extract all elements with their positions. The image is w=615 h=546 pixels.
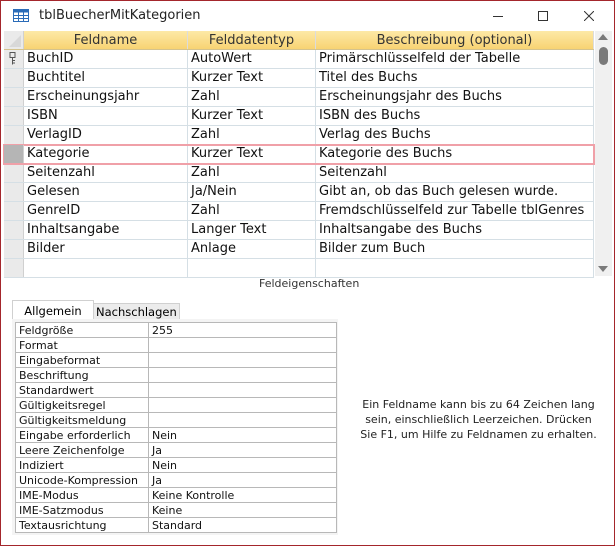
- field-description-cell[interactable]: Fremdschlüsselfeld zur Tabelle tblGenres: [316, 202, 594, 220]
- close-button[interactable]: [566, 1, 612, 31]
- field-description-cell[interactable]: Verlag des Buchs: [316, 126, 594, 144]
- property-row: [16, 428, 337, 443]
- property-value[interactable]: 255: [149, 323, 337, 338]
- field-name-cell[interactable]: ISBN: [24, 107, 188, 125]
- field-description-cell[interactable]: [316, 259, 594, 277]
- help-text: Ein Feldname kann bis zu 64 Zeichen lang sein, einschließlich Leerzeichen. Drücken Sie F1, um Hilfe zu Feldnamen zu erhalten.: [360, 398, 597, 441]
- table-row[interactable]: [4, 69, 594, 88]
- property-value[interactable]: Keine Kontrolle: [149, 488, 337, 503]
- column-header-felddatentyp: Felddatentyp: [188, 31, 316, 49]
- tab-allgemein[interactable]: Allgemein: [12, 300, 94, 320]
- property-label: Gültigkeitsregel: [16, 398, 149, 413]
- row-selector-current[interactable]: [4, 145, 24, 163]
- property-value[interactable]: [149, 398, 337, 413]
- close-icon: [584, 11, 594, 21]
- field-type-cell[interactable]: Zahl: [188, 202, 316, 220]
- property-value[interactable]: Standard: [149, 518, 337, 533]
- field-description-cell[interactable]: Erscheinungsjahr des Buchs: [316, 88, 594, 106]
- field-design-grid: [4, 31, 594, 278]
- row-selector[interactable]: [4, 259, 24, 277]
- property-label: Indiziert: [16, 458, 149, 473]
- row-selector[interactable]: [4, 88, 24, 106]
- primary-key-icon: [9, 52, 17, 65]
- table-row[interactable]: [4, 221, 594, 240]
- table-row[interactable]: [4, 202, 594, 221]
- property-label: Eingabe erforderlich: [16, 428, 149, 443]
- property-row: [16, 398, 337, 413]
- field-type-cell[interactable]: Zahl: [188, 88, 316, 106]
- minimize-button[interactable]: [475, 1, 521, 31]
- table-row[interactable]: [4, 50, 594, 69]
- properties-tabs: [12, 300, 180, 320]
- field-type-cell[interactable]: Kurzer Text: [188, 69, 316, 87]
- table-row[interactable]: [4, 126, 594, 145]
- select-all-corner[interactable]: [4, 31, 24, 49]
- field-type-cell[interactable]: AutoWert: [188, 50, 316, 68]
- maximize-icon: [538, 11, 548, 21]
- row-selector[interactable]: [4, 240, 24, 258]
- window-title: tblBuecherMitKategorien: [39, 8, 201, 23]
- scrollbar-thumb[interactable]: [599, 47, 608, 65]
- scroll-down-arrow-icon[interactable]: [598, 266, 608, 272]
- row-selector[interactable]: [4, 183, 24, 201]
- scroll-up-arrow-icon[interactable]: [598, 34, 608, 40]
- row-selector[interactable]: [4, 202, 24, 220]
- property-row: [16, 458, 337, 473]
- row-selector[interactable]: [4, 164, 24, 182]
- grid-header: [4, 31, 594, 50]
- property-label: Unicode-Kompression: [16, 473, 149, 488]
- column-header-beschreibung: Beschreibung (optional): [316, 31, 594, 49]
- property-label: Beschriftung: [16, 368, 149, 383]
- property-value[interactable]: [149, 368, 337, 383]
- field-type-cell[interactable]: Zahl: [188, 126, 316, 144]
- property-label: Format: [16, 338, 149, 353]
- field-description-cell[interactable]: ISBN des Buchs: [316, 107, 594, 125]
- property-label: IME-Satzmodus: [16, 503, 149, 518]
- property-value[interactable]: [149, 413, 337, 428]
- table-icon: [13, 9, 29, 22]
- property-row: [16, 488, 337, 503]
- property-value[interactable]: Ja: [149, 443, 337, 458]
- property-row: [16, 443, 337, 458]
- field-name-cell[interactable]: Gelesen: [24, 183, 188, 201]
- table-row[interactable]: [4, 107, 594, 126]
- field-properties-panel: [12, 319, 338, 535]
- column-header-feldname: Feldname: [24, 31, 188, 49]
- field-name-cell[interactable]: BuchID: [24, 50, 188, 68]
- tab-nachschlagen[interactable]: Nachschlagen: [94, 303, 180, 320]
- field-type-cell[interactable]: Kurzer Text: [188, 145, 316, 163]
- field-type-cell[interactable]: Anlage: [188, 240, 316, 258]
- property-value[interactable]: [149, 353, 337, 368]
- property-row: [16, 383, 337, 398]
- property-value[interactable]: Ja: [149, 473, 337, 488]
- row-selector[interactable]: [4, 107, 24, 125]
- field-description-cell[interactable]: Titel des Buchs: [316, 69, 594, 87]
- field-type-cell[interactable]: Kurzer Text: [188, 107, 316, 125]
- table-row-selected[interactable]: [4, 145, 594, 164]
- property-label: Eingabeformat: [16, 353, 149, 368]
- field-type-cell[interactable]: Langer Text: [188, 221, 316, 239]
- field-name-cell[interactable]: Inhaltsangabe: [24, 221, 188, 239]
- row-selector[interactable]: [4, 50, 24, 68]
- property-label: IME-Modus: [16, 488, 149, 503]
- property-row: [16, 413, 337, 428]
- field-type-cell[interactable]: Zahl: [188, 164, 316, 182]
- field-name-cell[interactable]: VerlagID: [24, 126, 188, 144]
- row-selector[interactable]: [4, 126, 24, 144]
- field-name-cell[interactable]: Buchtitel: [24, 69, 188, 87]
- property-row: [16, 353, 337, 368]
- property-row: [16, 518, 337, 533]
- maximize-button[interactable]: [520, 1, 566, 31]
- row-selector[interactable]: [4, 221, 24, 239]
- table-row[interactable]: [4, 164, 594, 183]
- field-name-cell[interactable]: Kategorie: [24, 145, 188, 163]
- table-row[interactable]: [4, 88, 594, 107]
- property-row: [16, 338, 337, 353]
- field-description-cell[interactable]: Bilder zum Buch: [316, 240, 594, 258]
- property-row: [16, 473, 337, 488]
- field-name-cell[interactable]: [24, 259, 188, 277]
- table-row[interactable]: [4, 183, 594, 202]
- field-name-cell[interactable]: Erscheinungsjahr: [24, 88, 188, 106]
- title-bar: [1, 1, 614, 31]
- property-value[interactable]: [149, 338, 337, 353]
- field-description-cell[interactable]: Seitenzahl: [316, 164, 594, 182]
- field-name-cell[interactable]: Seitenzahl: [24, 164, 188, 182]
- field-type-cell[interactable]: Ja/Nein: [188, 183, 316, 201]
- property-row: [16, 503, 337, 518]
- property-label: Textausrichtung: [16, 518, 149, 533]
- property-label: Feldgröße: [16, 323, 149, 338]
- minimize-icon: [493, 11, 503, 21]
- field-name-cell[interactable]: GenreID: [24, 202, 188, 220]
- field-type-cell[interactable]: [188, 259, 316, 277]
- property-value[interactable]: Nein: [149, 428, 337, 443]
- property-label: Standardwert: [16, 383, 149, 398]
- property-label: Gültigkeitsmeldung: [16, 413, 149, 428]
- field-description-cell[interactable]: Inhaltsangabe des Buchs: [316, 221, 594, 239]
- property-row: [16, 323, 337, 338]
- vertical-scrollbar[interactable]: [595, 31, 612, 276]
- table-row[interactable]: [4, 240, 594, 259]
- property-value[interactable]: Keine: [149, 503, 337, 518]
- property-value[interactable]: [149, 383, 337, 398]
- field-properties-label: Feldeigenschaften: [259, 277, 360, 290]
- properties-table: [15, 322, 337, 533]
- property-label: Leere Zeichenfolge: [16, 443, 149, 458]
- field-name-cell[interactable]: Bilder: [24, 240, 188, 258]
- table-row-new[interactable]: [4, 259, 594, 278]
- field-description-cell[interactable]: Gibt an, ob das Buch gelesen wurde.: [316, 183, 594, 201]
- property-value[interactable]: Nein: [149, 458, 337, 473]
- field-description-cell[interactable]: Primärschlüsselfeld der Tabelle: [316, 50, 594, 68]
- field-description-cell[interactable]: Kategorie des Buchs: [316, 145, 594, 163]
- row-selector[interactable]: [4, 69, 24, 87]
- property-row: [16, 368, 337, 383]
